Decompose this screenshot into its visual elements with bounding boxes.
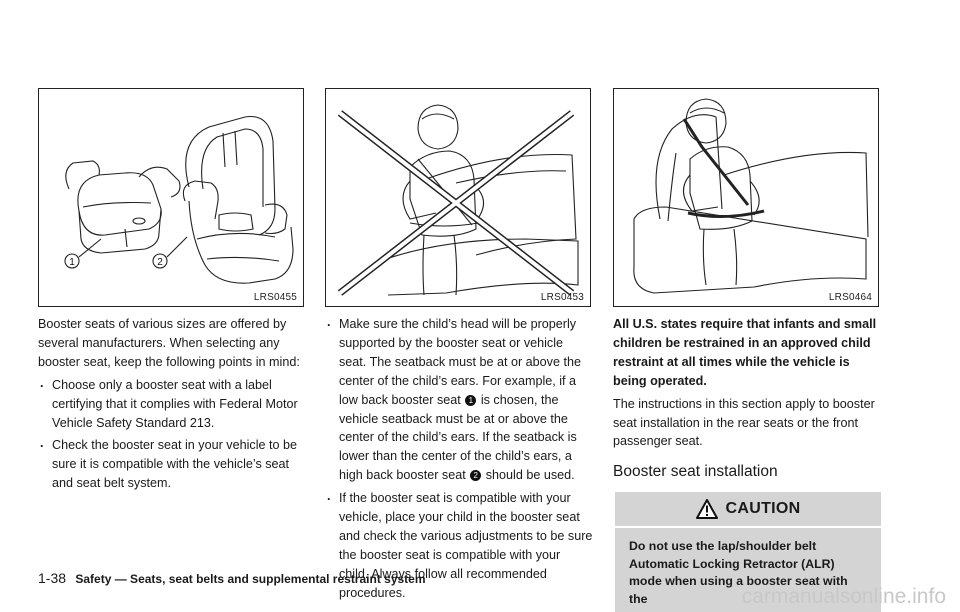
bullet-item <box>325 315 593 485</box>
bullet-item: . If the booster seat is compatible with your vehicle, place your child in the booster seat and check the various adjustments to be sure the booster seat is compatible with your child. Always follow all recommended procedures. <box>325 489 593 602</box>
callout-1-label: 1 <box>69 257 75 268</box>
bullet-text: Make sure the child’s head will be properly supported by the booster seat or vehicle seat. The seatback must be at or above the center of the child’s ears. For example, if a low back booster seat <box>339 317 581 407</box>
bullet-list <box>325 315 593 603</box>
figure-incorrect-booster-use <box>325 88 591 307</box>
figure-booster-seats <box>38 88 304 307</box>
watermark: carmanualsonline.info <box>741 585 946 608</box>
page-footer <box>38 570 426 586</box>
booster-seats-illustration <box>39 89 303 306</box>
callout-ref-2: 2 <box>470 470 481 481</box>
column-1 <box>38 315 306 497</box>
intro-paragraph: Booster seats of various sizes are offered by several manufacturers. When selecting any booster seat, keep the following points in mind: <box>38 317 300 369</box>
instruction-paragraph: The instructions in this section apply to booster seat installation in the rear seats or the front passenger seat. <box>613 396 875 449</box>
bullet-item: . Check the booster seat in your vehicle to be sure it is compatible with the vehicle’s seat and seat belt system. <box>38 436 306 493</box>
figure-code: LRS0455 <box>253 292 297 303</box>
callout-2-label: 2 <box>157 257 163 268</box>
page-number: 1-38 <box>38 570 67 586</box>
crossed-out-illustration <box>326 89 590 306</box>
figure-code: LRS0453 <box>540 292 584 303</box>
figure-correct-booster-use <box>613 88 879 307</box>
bullet-list <box>38 376 306 493</box>
callout-ref-1: 1 <box>465 395 476 406</box>
figure-code: LRS0464 <box>828 292 872 303</box>
bullet-text: is chosen, the vehicle seatback must be at or above the center of the child’s ears. If the seatback is lower than the center of the child’s ears, a high back booster seat <box>339 392 577 483</box>
bold-paragraph: All U.S. states require that infants and small children be restrained in an approved child restraint at all times while the vehicle is being operated. <box>613 317 877 388</box>
footer-title: Safety — Seats, seat belts and supplemental restraint system <box>75 572 426 586</box>
section-title: Booster seat installation <box>613 463 778 481</box>
caution-header <box>615 492 881 528</box>
caution-text: Do not use the lap/shoulder belt Automatic Locking Retractor (ALR) mode when using a booster seat with the <box>615 528 881 612</box>
column-3 <box>613 315 881 612</box>
bullet-text: should be used. <box>485 468 575 483</box>
caution-title: CAUTION <box>725 499 801 517</box>
column-2 <box>325 315 593 607</box>
warning-triangle-icon <box>696 499 718 519</box>
bullet-item: . Choose only a booster seat with a label certifying that it complies with Federal Motor Vehicle Safety Standard 213. <box>38 376 306 433</box>
correct-booster-illustration <box>614 89 878 306</box>
